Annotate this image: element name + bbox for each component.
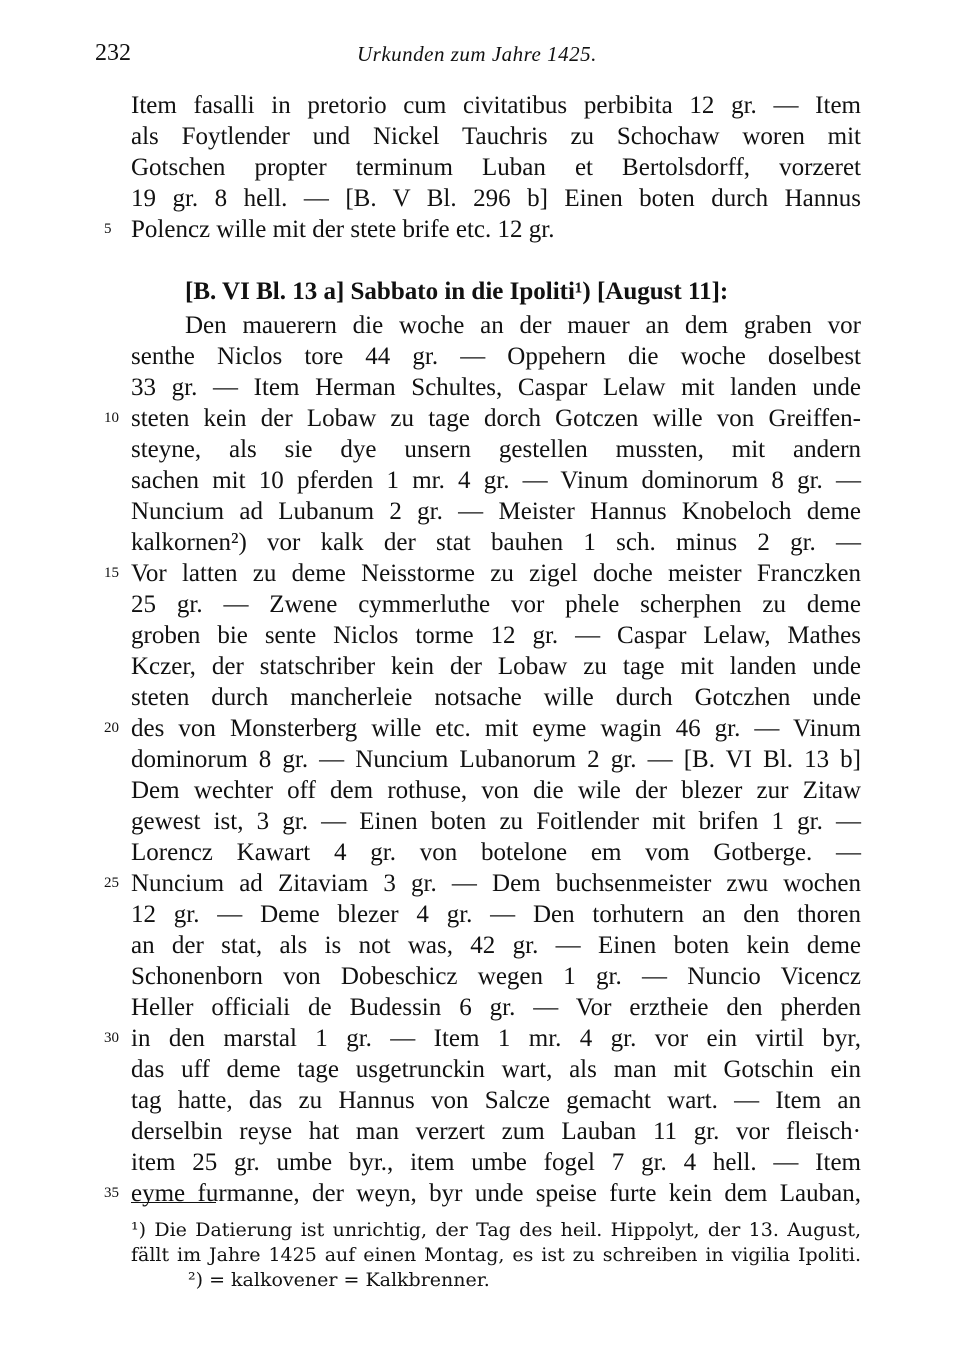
line-number: 25 bbox=[104, 875, 119, 891]
text-line: Kczer, der statschriber kein der Lobaw zu tage mit landen unde bbox=[131, 653, 861, 680]
text-line: des von Monsterberg wille etc. mit eyme wagin 46 gr. — Vinum bbox=[131, 715, 861, 742]
text-line: dominorum 8 gr. — Nuncium Lubanorum 2 gr. — [B. VI Bl. 13 b] bbox=[131, 746, 861, 773]
page-header bbox=[95, 40, 865, 80]
text-line: 12 gr. — Deme blezer 4 gr. — Den torhutern an den thoren bbox=[131, 901, 861, 928]
text-line: in den marstal 1 gr. — Item 1 mr. 4 gr. vor ein virtil byr, bbox=[131, 1025, 861, 1052]
text-line: Polencz wille mit der stete brife etc. 12 gr. bbox=[131, 216, 555, 243]
text-line: tag hatte, das zu Hannus von Salcze gemacht wart. — Item an bbox=[131, 1087, 861, 1114]
text-line: Den mauerern die woche an der mauer an dem graben vor bbox=[185, 312, 861, 339]
text-line: Heller officiali de Budessin 6 gr. — Vor erztheie den pherden bbox=[131, 994, 861, 1021]
text-line: Schonenborn von Dobeschicz wegen 1 gr. — Nuncio Vicencz bbox=[131, 963, 861, 990]
text-line: Lorencz Kawart 4 gr. von botelone em vom Gotberge. — bbox=[131, 839, 861, 866]
text-line: als Foytlender und Nickel Tauchris zu Schochaw woren mit bbox=[131, 123, 861, 150]
text-line: das uff deme tage usgetrunckin wart, als man mit Gotschin ein bbox=[131, 1056, 861, 1083]
text-line: Nuncium ad Lubanum 2 gr. — Meister Hannus Knobeloch deme bbox=[131, 498, 861, 525]
text-line: senthe Niclos tore 44 gr. — Oppehern die woche doselbest bbox=[131, 343, 861, 370]
text-line: kalkornen²) vor kalk der stat bauhen 1 sch. minus 2 gr. — bbox=[131, 529, 861, 556]
text-line: 19 gr. 8 hell. — [B. V Bl. 296 b] Einen boten durch Hannus bbox=[131, 185, 861, 212]
text-line: Gotschen propter terminum Luban et Bertolsdorff, vorzeret bbox=[131, 154, 861, 181]
text-line: Dem wechter off dem rothuse, von die wile der blezer zur Zitaw bbox=[131, 777, 861, 804]
text-line: derselbin reyse hat man verzert zum Lauban 11 gr. vor fleisch· bbox=[131, 1118, 861, 1145]
text-line: steten durch mancherleie notsache wille durch Gotczhen unde bbox=[131, 684, 861, 711]
text-line: Vor latten zu deme Neisstorme zu zigel doche meister Franczken bbox=[131, 560, 861, 587]
text-line: 25 gr. — Zwene cymmerluthe vor phele scherphen zu deme bbox=[131, 591, 861, 618]
text-line: steten kein der Lobaw zu tage dorch Gotczen wille von Greiffen- bbox=[131, 405, 861, 432]
text-line: steyne, als sie dye unsern gestellen mussten, mit andern bbox=[131, 436, 861, 463]
text-line: Item fasalli in pretorio cum civitatibus perbibita 12 gr. — Item bbox=[131, 92, 861, 119]
text-line: item 25 gr. umbe byr., item umbe fogel 7 gr. 4 hell. — Item bbox=[131, 1149, 861, 1176]
text-line: eyme furmanne, der weyn, byr unde speise furte kein dem Lauban, bbox=[131, 1180, 861, 1207]
footnote: ¹) Die Datierung ist unrichtig, der Tag des heil. Hippolyt, der 13. August, bbox=[131, 1219, 861, 1241]
line-number: 20 bbox=[104, 720, 119, 736]
line-number: 30 bbox=[104, 1030, 119, 1046]
running-head: Urkunden zum Jahre 1425. bbox=[357, 42, 597, 66]
text-line: Nuncium ad Zitaviam 3 gr. — Dem buchsenmeister zwu wochen bbox=[131, 870, 861, 897]
text-line: gewest ist, 3 gr. — Einen boten zu Foitlender mit brifen 1 gr. — bbox=[131, 808, 861, 835]
line-number: 5 bbox=[104, 221, 112, 237]
line-number: 35 bbox=[104, 1185, 119, 1201]
footnote-rule bbox=[131, 1202, 216, 1203]
line-number: 15 bbox=[104, 565, 119, 581]
text-line: 33 gr. — Item Herman Schultes, Caspar Lelaw mit landen unde bbox=[131, 374, 861, 401]
footnote: fällt im Jahre 1425 auf einen Montag, es ist zu schreiben in vigilia Ipoliti. bbox=[131, 1244, 861, 1266]
section-heading: [B. VI Bl. 13 a] Sabbato in die Ipoliti¹) [August 11]: bbox=[185, 278, 729, 305]
text-line: an der stat, als is not was, 42 gr. — Einen boten kein deme bbox=[131, 932, 861, 959]
text-line: groben bie sente Niclos torme 12 gr. — Caspar Lelaw, Mathes bbox=[131, 622, 861, 649]
footnote: ²) = kalkovener = Kalkbrenner. bbox=[188, 1269, 490, 1291]
line-number: 10 bbox=[104, 410, 119, 426]
text-line: sachen mit 10 pferden 1 mr. 4 gr. — Vinum dominorum 8 gr. — bbox=[131, 467, 861, 494]
page-number: 232 bbox=[95, 40, 131, 66]
